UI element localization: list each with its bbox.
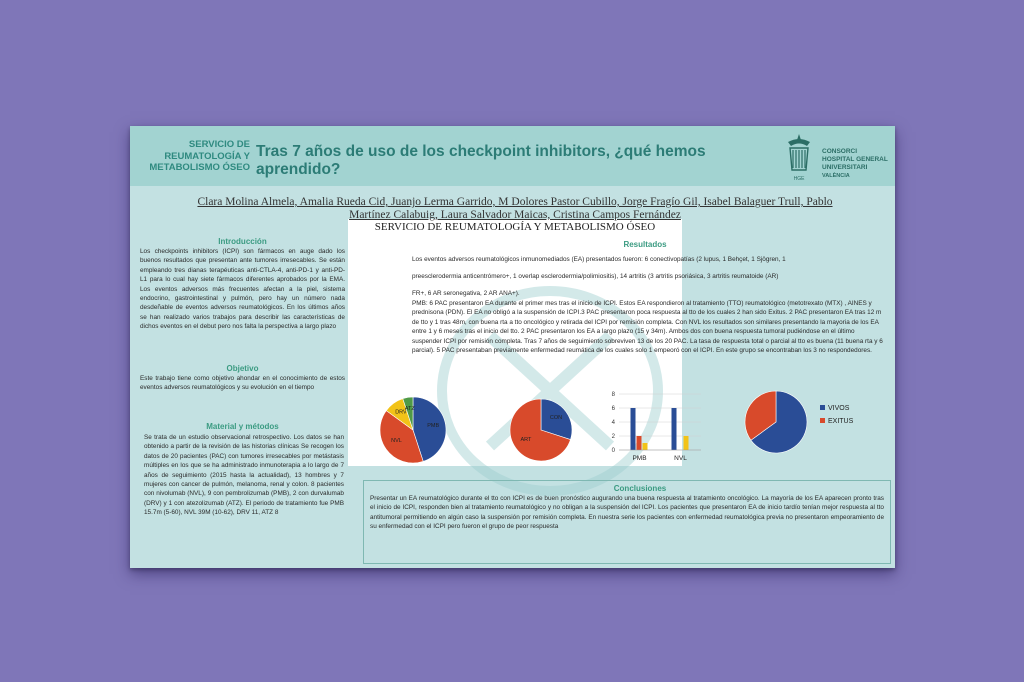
hospital-name-line: UNIVERSITARI [822, 164, 868, 171]
legend-label-exitus: EXITUS [828, 418, 854, 425]
metodos-text: Se trata de un estudio observacional retrospectivo. Los datos se han obtenido a partir de la revisión de las historias clínicas Se recogen los datos de 20 pacientes (PAC) con tumores irresecables por metástasis múltiples en los que se ha administrado inmunoterapia a lo largo de 7 años de seguimiento (2015 hasta la actualidad), 13 hombres y 7 mujeres con cancer de pulmón, melanoma, renal y colon. 8 pacientes con nivolumab (NVL), 9 con pembrolizumab (PMB), 2 con durvalumab (DRV) y 1 con atezolizumab (ATZ). El periodo de tratamiento fue PMB 15.7m (5-60), NVL 39M (10-62), DRV 11, ATZ 8 [144, 434, 344, 517]
bar-pmb-0 [631, 408, 636, 450]
center-title: SERVICIO DE REUMATOLOGÍA Y METABOLISMO ÓSEO [374, 221, 656, 233]
bar-y-tick: 8 [611, 392, 615, 398]
hospital-name-line: VALÈNCIA [822, 173, 850, 179]
resultados-heading: Resultados [623, 240, 667, 249]
objetivo-text: Este trabajo tiene como objetivo ahondar en el conocimiento de estos eventos adversos reumatológicos y su evolución en el tiempo [140, 375, 345, 392]
poster [130, 126, 895, 568]
logo-caption: HGE [793, 176, 805, 182]
bar-nvl-0 [672, 408, 677, 450]
bar-pmb-2 [643, 443, 648, 450]
legend-swatch-vivos [820, 405, 825, 410]
bar-y-tick: 4 [611, 420, 615, 426]
conclusiones-heading: Conclusiones [613, 484, 667, 493]
poster-title: Tras 7 años de uso de los checkpoint inhibitors, ¿qué hemos aprendido? [256, 143, 706, 178]
legend-label-vivos: VIVOS [828, 405, 850, 412]
resultados-line: preesclerodermia anticentrómero+, 1 overlap esclerodermia/polimiositis), 14 artritis (3 artritis psoriásica, 3 artritis reumatoide (AR) [412, 273, 779, 280]
drug-label-drv: DRV [395, 409, 407, 416]
bar-y-tick: 2 [611, 434, 615, 440]
hospital-name-line: HOSPITAL GENERAL [822, 156, 888, 163]
drug-label-nvl: NVL [391, 438, 402, 445]
ea-label-art: ART [520, 436, 532, 443]
resultados-line: Los eventos adversos reumatológicos inmunomediados (EA) presentados fueron: 6 conectivopatías (2 lupus, 1 Behçet, 1 Sjögren, 1 [412, 256, 786, 263]
author-list: Clara Molina Almela, Amalia Rueda Cid, Juanjo Lerma Garrido, M Dolores Pastor Cubillo, Jorge Fragío Gil, Isabel Balaguer Trull, Pablo Martínez Calabuig, Laura Salvador Maicas, Cristina Campos Fernández [197, 196, 833, 221]
drug-label-pmb: PMB [427, 422, 440, 429]
bar-y-tick: 0 [611, 448, 615, 454]
resultados-line: FR+, 6 AR seronegativa, 2 AR ANA+). [412, 290, 520, 297]
conclusiones-text: Presentar un EA reumatológico durante el tto con ICPI es de buen pronóstico augurando una buena respuesta al tratamiento oncológico. La mayoría de los EA aparecen pronto tras el inicio de ICPI, responden bien al tratamiento reumatológico y no obligan a la suspensión del ICPI. Los pacientes que presentaron EA de inicio tardío tenían mejor respuesta al tto antitumoral permitiendo en algún caso la suspensión por remisión completa. En nuestra serie los pacientes con enfermedad reumatológica previa no presentaron empeoramiento de su enfermedad con el ICPI pero fueron el grupo de peor respuesta [370, 495, 884, 531]
bar-nvl-2 [684, 436, 689, 450]
pie-chart-drugs [375, 388, 455, 472]
pie-chart-survival [740, 388, 870, 458]
bar-chart-response [605, 388, 705, 466]
legend-swatch-exitus [820, 418, 825, 423]
ea-label-con: CON [549, 415, 563, 422]
bar-pmb-1 [637, 436, 642, 450]
poster-header [130, 126, 895, 186]
drug-label-atz: ATZ [404, 405, 415, 412]
hospital-name [822, 148, 894, 180]
hospital-name-line: CONSORCI [822, 148, 858, 155]
intro-text: Los checkpoints inhibitors (ICPI) son fármacos en auge dado los buenos resultados que presentan ante tumores irresecables. Se están empleando tres dianas terapéuticas anti-CTLA-4, anti-PD-1 y anti-PD-L1 para lo cual hay siete fármacos diferentes aprobados por la EMA. Los eventos adversos más frecuentes afectan a la piel, sistema endocrino, gastrointestinal y pulmón, pero hay un número nada desdeñable de eventos adversos reumatológicos. En los últimos años se han realizado varios trabajos para describir las características de dichos eventos en el debut pero nos falta la perspectiva a largo plazo [140, 248, 345, 331]
intro-heading: Introducción [218, 237, 267, 246]
bar-x-label: PMB [632, 455, 647, 462]
hospital-logo [780, 130, 818, 184]
bar-y-tick: 6 [611, 406, 615, 412]
metodos-heading: Material y métodos [206, 422, 279, 431]
resultados-text: PMB: 6 PAC presentaron EA durante el primer mes tras el inicio de ICPI. Estos EA respondieron al tratamiento (TTO) reumatológico (metotrexato (MTX) , AINES y prednisona (PDN). El EA no obligó a la suspensión de ICPI.3 PAC presentaron poca respuesta al tto de los cuales 2 han sido Exitus. 2 PAC presentaron EA tras 12 m de tto y 1 tras 48m, con buena rta a tto oncológico y retirada del ICPI por remisión completa. Con NVL los resultados son similares presentando la mayoria de los EA entre 1 y 6 meses tras el inicio del tto. 2 PAC presentaron los EA a largo plazo (15 y 34m). Ambos dos con buena respuesta tumoral pudiéndose en el último suspender ICPI por remisión completa. Tras 7 años de seguimiento sobreviven 13 de los 20 PAC. La tasa de respuesta total o parcial al tto es buena (11 buena rta y 6 parcial). 5 PAC presentaban previamente enfermedad reumática de los cuales solo 1 empeoró con el ICPI. En este grupo se encontraban los 3 no respondedores. [412, 300, 883, 355]
department-name: SERVICIO DE REUMATOLOGÍA Y METABOLISMO ÓSEO [149, 139, 250, 173]
bar-x-label: NVL [674, 455, 687, 462]
objetivo-heading: Objetivo [226, 364, 259, 373]
pie-chart-ea-types [505, 394, 577, 466]
